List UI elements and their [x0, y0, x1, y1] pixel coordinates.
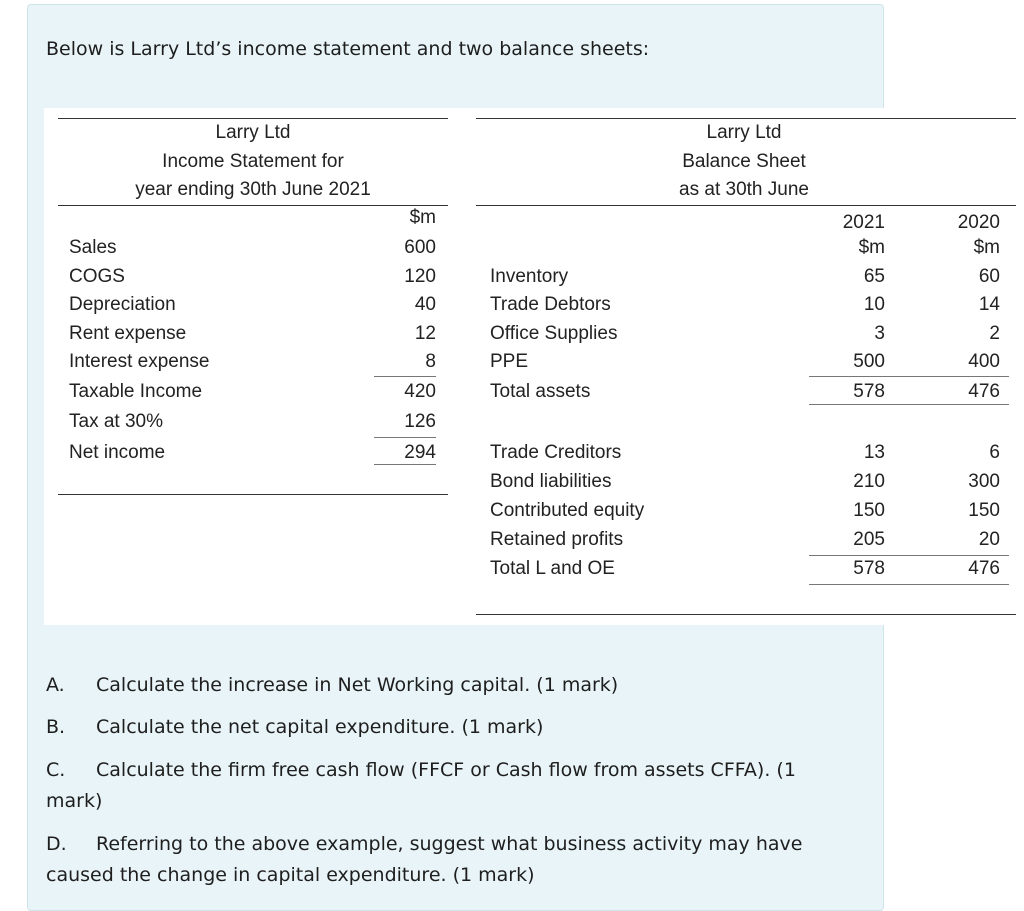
income-row-value: 40 — [414, 294, 436, 315]
liability-label: Trade Creditors — [490, 442, 622, 463]
question-letter: D. — [46, 833, 67, 855]
question-c-continued — [46, 786, 102, 817]
asset-label: Office Supplies — [490, 323, 618, 344]
income-top-rule — [58, 118, 448, 119]
liability-value-2020: 6 — [989, 442, 1000, 463]
income-row-label: Taxable Income — [69, 381, 203, 402]
income-row-label: Sales — [69, 237, 117, 258]
income-row-value: 8 — [425, 351, 436, 372]
asset-value-2020: 14 — [978, 294, 1000, 315]
income-row-label: COGS — [69, 266, 125, 287]
asset-label: Trade Debtors — [490, 294, 611, 315]
question-text-continued: caused the change in capital expenditure. (1 mark) — [46, 864, 535, 886]
balance-header-rule — [476, 205, 1016, 206]
balance-year-2021: 2021 — [842, 212, 885, 233]
liability-value-2020: 300 — [968, 471, 1000, 492]
question-text: Calculate the increase in Net Working capital. (1 mark) — [96, 674, 619, 696]
balance-top-rule — [476, 118, 1016, 119]
asset-label: PPE — [490, 351, 529, 372]
question-d-continued — [46, 860, 535, 891]
equity-value-2020: 20 — [978, 529, 1000, 550]
asset-value-2021: 65 — [863, 266, 885, 287]
balance-title-line-3: as at 30th June — [679, 179, 809, 200]
income-subtotal-rule — [374, 376, 436, 377]
question-text: Calculate the net capital expenditure. (1 mark) — [96, 716, 544, 738]
balance-bottom-rule — [476, 614, 1016, 615]
question-letter: C. — [46, 759, 66, 781]
question-letter: B. — [46, 716, 66, 738]
income-row-value: 294 — [404, 442, 436, 463]
equity-value-2020: 150 — [968, 500, 1000, 521]
income-unit: $m — [409, 207, 436, 228]
question-letter: A. — [46, 674, 65, 696]
balance-unit-2021: $m — [858, 237, 885, 258]
asset-value-2020: 400 — [968, 351, 1000, 372]
income-header-rule — [58, 205, 448, 206]
asset-value-2020: 60 — [978, 266, 1000, 287]
equity-label: Contributed equity — [490, 500, 645, 521]
total-le-label: Total L and OE — [490, 558, 615, 579]
income-row-value: 126 — [404, 411, 436, 432]
question-d — [46, 829, 802, 860]
income-row-label: Rent expense — [69, 323, 187, 344]
le-subtotal-rule — [809, 555, 1009, 556]
asset-value-2020: 2 — [989, 323, 1000, 344]
asset-label: Inventory — [490, 266, 569, 287]
balance-title-line-1: Larry Ltd — [706, 122, 782, 143]
question-text: Calculate the firm free cash flow (FFCF or Cash flow from assets CFFA). (1 — [96, 759, 796, 781]
balance-unit-2020: $m — [973, 237, 1000, 258]
total-le-2021: 578 — [853, 558, 885, 579]
question-text-continued: mark) — [46, 790, 103, 812]
equity-label: Retained profits — [490, 529, 624, 550]
asset-value-2021: 500 — [853, 351, 885, 372]
intro-text: Below is Larry Ltd’s income statement and two balance sheets: — [46, 38, 650, 60]
assets-subtotal-rule — [809, 376, 1009, 377]
question-text: Referring to the above example, suggest what business activity may have — [96, 833, 803, 855]
liability-value-2021: 13 — [863, 442, 885, 463]
question-a — [46, 670, 618, 701]
income-row-label: Depreciation — [69, 294, 176, 315]
income-title-line-3: year ending 30th June 2021 — [135, 179, 371, 200]
income-row-value: 120 — [404, 266, 436, 287]
income-net-rule — [374, 437, 436, 438]
liability-label: Bond liabilities — [490, 471, 612, 492]
total-assets-label: Total assets — [490, 381, 591, 402]
equity-value-2021: 205 — [853, 529, 885, 550]
income-row-label: Interest expense — [69, 351, 210, 372]
total-assets-2020: 476 — [968, 381, 1000, 402]
balance-year-2020: 2020 — [957, 212, 1000, 233]
question-b — [46, 712, 543, 743]
income-row-label: Net income — [69, 442, 166, 463]
asset-value-2021: 10 — [863, 294, 885, 315]
income-row-value: 12 — [414, 323, 436, 344]
asset-value-2021: 3 — [874, 323, 885, 344]
assets-total-underline — [809, 404, 1009, 405]
financial-statements-image — [44, 108, 1016, 625]
total-le-2020: 476 — [968, 558, 1000, 579]
income-title-line-1: Larry Ltd — [215, 122, 291, 143]
income-title-line-2: Income Statement for — [162, 151, 344, 172]
total-assets-2021: 578 — [853, 381, 885, 402]
balance-title-line-2: Balance Sheet — [682, 151, 806, 172]
question-c — [46, 755, 796, 786]
liability-value-2021: 210 — [853, 471, 885, 492]
income-bottom-rule — [58, 494, 448, 495]
income-row-label: Tax at 30% — [69, 411, 163, 432]
equity-value-2021: 150 — [853, 500, 885, 521]
income-row-value: 420 — [404, 381, 436, 402]
le-total-underline — [809, 584, 1009, 585]
income-net-underline — [374, 464, 436, 465]
income-row-value: 600 — [404, 237, 436, 258]
